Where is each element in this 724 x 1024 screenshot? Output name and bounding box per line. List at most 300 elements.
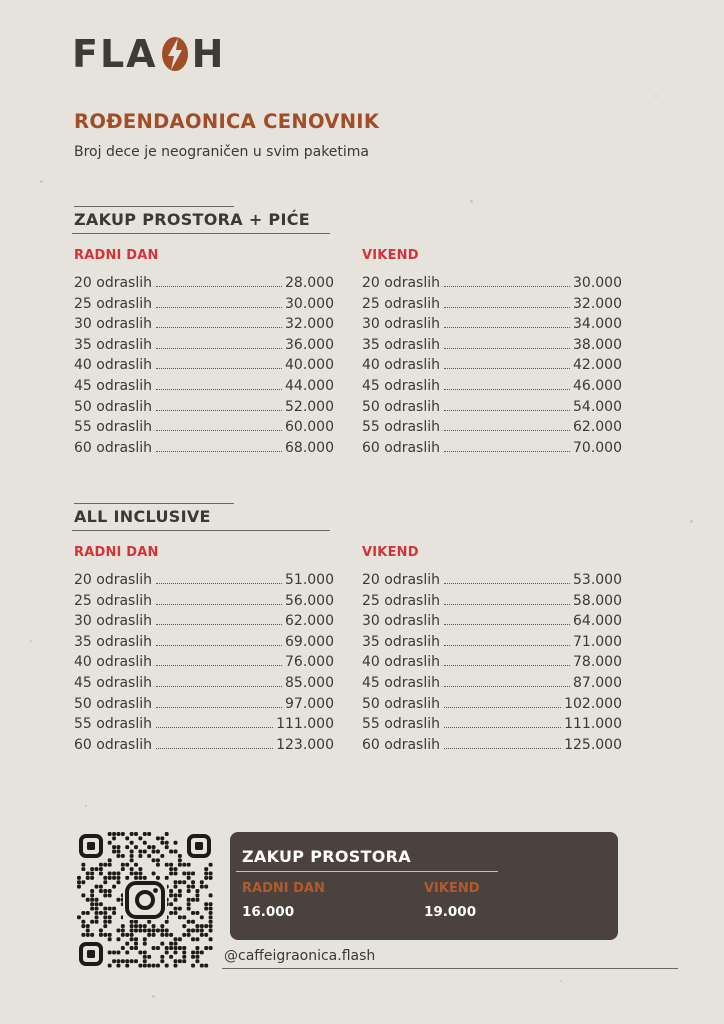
- row-price: 62.000: [285, 613, 334, 630]
- row-label: 35 odraslih: [74, 633, 152, 650]
- price-row: [362, 419, 622, 440]
- qr-module: [99, 885, 103, 889]
- qr-module: [108, 871, 112, 875]
- qr-module: [178, 863, 182, 867]
- qr-module: [108, 964, 112, 968]
- row-price: 52.000: [285, 398, 334, 415]
- qr-module: [187, 876, 191, 880]
- paper-speck: [30, 640, 32, 642]
- price-row: [362, 337, 622, 358]
- price-row: [74, 696, 334, 717]
- qr-module: [112, 832, 116, 836]
- qr-module: [81, 880, 85, 884]
- price-row: [362, 357, 622, 378]
- dot-leader: [444, 327, 570, 328]
- qr-module: [152, 871, 156, 875]
- dot-leader: [156, 286, 282, 287]
- qr-module: [195, 893, 199, 897]
- row-price: 36.000: [285, 336, 334, 353]
- instagram-qr-code[interactable]: [77, 832, 213, 968]
- dot-leader: [156, 748, 273, 749]
- qr-module: [103, 893, 107, 897]
- section-bottom-rule: [72, 233, 330, 234]
- price-row: [362, 572, 622, 593]
- qr-module: [187, 871, 191, 875]
- qr-module: [169, 893, 173, 897]
- qr-module: [90, 889, 94, 893]
- qr-module: [138, 924, 142, 928]
- qr-module: [138, 854, 142, 858]
- qr-module: [156, 836, 160, 840]
- qr-module: [204, 871, 208, 875]
- qr-module: [95, 911, 99, 915]
- price-row: [74, 675, 334, 696]
- qr-module: [108, 920, 112, 924]
- qr-module: [160, 836, 164, 840]
- space-rental-panel: [230, 832, 618, 940]
- row-price: 44.000: [285, 377, 334, 394]
- qr-module: [182, 955, 186, 959]
- row-label: 20 odraslih: [362, 275, 440, 291]
- qr-module: [152, 924, 156, 928]
- dot-leader: [444, 707, 561, 708]
- qr-module: [112, 876, 116, 880]
- qr-module: [116, 850, 120, 854]
- section-title: ZAKUP PROSTORA + PIĆE: [74, 210, 310, 229]
- qr-module: [147, 929, 151, 933]
- row-price: 111.000: [564, 716, 622, 733]
- dot-leader: [156, 707, 282, 708]
- qr-module: [134, 937, 138, 941]
- row-label: 50 odraslih: [74, 695, 152, 712]
- qr-module: [108, 915, 112, 919]
- qr-module: [81, 893, 85, 897]
- qr-module: [103, 889, 107, 893]
- qr-module: [116, 871, 120, 875]
- qr-module: [165, 950, 169, 954]
- qr-module: [143, 924, 147, 928]
- qr-module: [99, 929, 103, 933]
- qr-module: [156, 858, 160, 862]
- row-label: 20 odraslih: [362, 572, 440, 588]
- qr-module: [77, 915, 81, 919]
- qr-module: [134, 871, 138, 875]
- qr-module: [86, 871, 90, 875]
- qr-module: [204, 907, 208, 911]
- qr-module: [160, 841, 164, 845]
- qr-module: [209, 920, 213, 924]
- qr-module: [169, 942, 173, 946]
- qr-module: [130, 920, 134, 924]
- row-price: 42.000: [573, 357, 622, 374]
- row-price: 78.000: [573, 654, 622, 671]
- qr-module: [108, 937, 112, 941]
- logo-text-right: H: [191, 32, 226, 76]
- qr-module: [204, 924, 208, 928]
- qr-module: [195, 929, 199, 933]
- qr-module: [156, 964, 160, 968]
- row-price: 28.000: [285, 275, 334, 291]
- qr-module: [112, 871, 116, 875]
- qr-module: [191, 885, 195, 889]
- qr-module: [165, 933, 169, 937]
- qr-module: [195, 950, 199, 954]
- qr-module: [195, 889, 199, 893]
- qr-module: [156, 946, 160, 950]
- qr-module: [147, 964, 151, 968]
- qr-module: [81, 933, 85, 937]
- qr-module: [191, 898, 195, 902]
- row-price: 30.000: [285, 295, 334, 312]
- qr-module: [116, 950, 120, 954]
- qr-module: [138, 950, 142, 954]
- qr-module: [103, 924, 107, 928]
- qr-module: [174, 850, 178, 854]
- qr-module: [143, 950, 147, 954]
- qr-module: [174, 880, 178, 884]
- qr-module: [200, 924, 204, 928]
- row-label: 60 odraslih: [362, 736, 440, 753]
- column-heading: RADNI DAN: [74, 248, 159, 263]
- qr-module: [195, 955, 199, 959]
- row-price: 102.000: [564, 695, 622, 712]
- qr-module: [121, 924, 125, 928]
- dot-leader: [156, 686, 282, 687]
- qr-module: [130, 850, 134, 854]
- qr-module: [152, 858, 156, 862]
- qr-module: [77, 880, 81, 884]
- dot-leader: [444, 286, 570, 287]
- qr-module: [147, 854, 151, 858]
- qr-module: [138, 876, 142, 880]
- qr-module: [90, 893, 94, 897]
- dot-leader: [156, 604, 282, 605]
- qr-module: [116, 964, 120, 968]
- row-price: 58.000: [573, 592, 622, 609]
- qr-module: [174, 898, 178, 902]
- qr-module: [182, 871, 186, 875]
- qr-module: [143, 876, 147, 880]
- row-label: 40 odraslih: [74, 654, 152, 671]
- dot-leader: [444, 665, 570, 666]
- price-row: [362, 737, 622, 758]
- qr-module: [191, 937, 195, 941]
- qr-module: [143, 942, 147, 946]
- qr-module: [116, 845, 120, 849]
- qr-module: [81, 867, 85, 871]
- qr-module: [103, 911, 107, 915]
- row-price: 71.000: [573, 633, 622, 650]
- row-price: 85.000: [285, 674, 334, 691]
- qr-module: [125, 933, 129, 937]
- qr-module: [143, 929, 147, 933]
- qr-module: [130, 937, 134, 941]
- price-row: [74, 419, 334, 440]
- qr-module: [108, 832, 112, 836]
- paper-speck: [152, 995, 155, 998]
- qr-module: [130, 933, 134, 937]
- qr-module: [134, 876, 138, 880]
- row-price: 64.000: [573, 613, 622, 630]
- qr-module: [116, 898, 120, 902]
- dot-leader: [156, 624, 282, 625]
- qr-module: [160, 942, 164, 946]
- qr-module: [174, 871, 178, 875]
- qr-module: [116, 880, 120, 884]
- row-label: 40 odraslih: [362, 357, 440, 374]
- qr-module: [138, 871, 142, 875]
- qr-module: [174, 937, 178, 941]
- qr-module: [187, 863, 191, 867]
- row-label: 25 odraslih: [362, 295, 440, 312]
- dot-leader: [444, 410, 570, 411]
- qr-module: [81, 863, 85, 867]
- qr-module: [160, 929, 164, 933]
- qr-module: [138, 929, 142, 933]
- dot-leader: [444, 604, 570, 605]
- qr-module: [125, 836, 129, 840]
- price-row: [74, 275, 334, 296]
- price-row: [74, 337, 334, 358]
- page-subtitle: Broj dece je neograničen u svim paketima: [74, 144, 370, 160]
- qr-module: [182, 933, 186, 937]
- qr-module: [152, 845, 156, 849]
- qr-module: [191, 964, 195, 968]
- qr-module: [86, 924, 90, 928]
- qr-module: [138, 850, 142, 854]
- qr-module: [108, 893, 112, 897]
- qr-module: [200, 964, 204, 968]
- qr-module: [200, 915, 204, 919]
- qr-module: [81, 920, 85, 924]
- price-row: [362, 296, 622, 317]
- qr-module: [103, 876, 107, 880]
- qr-module: [209, 937, 213, 941]
- price-row: [74, 440, 334, 461]
- qr-module: [86, 911, 90, 915]
- dot-leader: [444, 307, 570, 308]
- qr-module: [90, 902, 94, 906]
- qr-module: [125, 942, 129, 946]
- dot-leader: [156, 665, 282, 666]
- qr-module: [116, 876, 120, 880]
- qr-module: [103, 863, 107, 867]
- qr-module: [99, 889, 103, 893]
- row-label: 30 odraslih: [74, 316, 152, 333]
- price-row: [362, 378, 622, 399]
- price-column-weekend: [362, 248, 622, 460]
- qr-module: [156, 863, 160, 867]
- qr-module: [182, 915, 186, 919]
- qr-module: [130, 867, 134, 871]
- qr-module: [143, 955, 147, 959]
- qr-module: [182, 959, 186, 963]
- qr-module: [204, 964, 208, 968]
- qr-module: [204, 876, 208, 880]
- qr-module: [108, 933, 112, 937]
- qr-module: [191, 929, 195, 933]
- qr-module: [187, 920, 191, 924]
- qr-module: [125, 845, 129, 849]
- qr-module: [86, 929, 90, 933]
- row-price: 125.000: [564, 736, 622, 753]
- price-column-weekday: [74, 248, 334, 460]
- qr-module: [125, 950, 129, 954]
- row-price: 32.000: [573, 295, 622, 312]
- qr-module: [209, 924, 213, 928]
- qr-module: [187, 929, 191, 933]
- paper-speck: [655, 95, 657, 97]
- dot-leader: [156, 430, 282, 431]
- qr-module: [130, 832, 134, 836]
- instagram-handle[interactable]: @caffeigraonica.flash: [224, 948, 376, 964]
- row-price: 123.000: [276, 736, 334, 753]
- price-row: [362, 675, 622, 696]
- qr-module: [116, 937, 120, 941]
- row-label: 60 odraslih: [74, 439, 152, 456]
- handle-rule: [222, 968, 678, 969]
- qr-module: [112, 845, 116, 849]
- row-label: 55 odraslih: [74, 419, 152, 436]
- price-row: [362, 316, 622, 337]
- qr-module: [209, 915, 213, 919]
- price-column-weekend: [362, 545, 622, 757]
- qr-module: [103, 933, 107, 937]
- qr-module: [209, 946, 213, 950]
- qr-module: [178, 959, 182, 963]
- price-row: [74, 613, 334, 634]
- qr-module: [204, 933, 208, 937]
- row-label: 45 odraslih: [362, 377, 440, 394]
- qr-module: [165, 832, 169, 836]
- price-row: [362, 696, 622, 717]
- qr-module: [178, 854, 182, 858]
- qr-module: [134, 832, 138, 836]
- price-row: [362, 399, 622, 420]
- qr-module: [130, 841, 134, 845]
- row-price: 32.000: [285, 316, 334, 333]
- row-price: 62.000: [573, 419, 622, 436]
- panel-title: ZAKUP PROSTORA: [242, 847, 411, 866]
- row-price: 40.000: [285, 357, 334, 374]
- row-price: 56.000: [285, 592, 334, 609]
- qr-module: [147, 832, 151, 836]
- qr-module: [204, 902, 208, 906]
- qr-module: [108, 889, 112, 893]
- qr-module: [143, 850, 147, 854]
- qr-module: [130, 929, 134, 933]
- price-row: [362, 275, 622, 296]
- row-label: 50 odraslih: [74, 398, 152, 415]
- qr-module: [125, 863, 129, 867]
- qr-module: [77, 876, 81, 880]
- qr-module: [77, 885, 81, 889]
- qr-module: [169, 863, 173, 867]
- row-label: 60 odraslih: [74, 736, 152, 753]
- dot-leader: [444, 686, 570, 687]
- dot-leader: [444, 748, 561, 749]
- qr-module: [134, 959, 138, 963]
- row-label: 45 odraslih: [74, 674, 152, 691]
- row-price: 34.000: [573, 316, 622, 333]
- qr-module: [174, 907, 178, 911]
- qr-module: [182, 946, 186, 950]
- row-label: 20 odraslih: [74, 572, 152, 588]
- qr-module: [121, 867, 125, 871]
- qr-module: [152, 933, 156, 937]
- qr-module: [143, 832, 147, 836]
- row-label: 30 odraslih: [362, 316, 440, 333]
- qr-module: [130, 959, 134, 963]
- section-title: ALL INCLUSIVE: [74, 507, 211, 526]
- price-row: [74, 593, 334, 614]
- qr-module: [143, 964, 147, 968]
- qr-module: [169, 889, 173, 893]
- qr-module: [209, 929, 213, 933]
- qr-module: [81, 911, 85, 915]
- qr-module: [156, 876, 160, 880]
- price-row: [362, 593, 622, 614]
- qr-module: [108, 950, 112, 954]
- section-all-inclusive: [72, 503, 632, 753]
- qr-module: [90, 867, 94, 871]
- paper-speck: [690, 520, 693, 523]
- qr-module: [178, 893, 182, 897]
- page-title: ROĐENDAONICA CENOVNIK: [74, 110, 380, 133]
- panel-weekend-label: VIKEND: [424, 881, 480, 896]
- qr-module: [169, 850, 173, 854]
- qr-module: [147, 933, 151, 937]
- qr-module: [160, 924, 164, 928]
- qr-module: [138, 867, 142, 871]
- row-price: 30.000: [573, 275, 622, 291]
- qr-module: [209, 907, 213, 911]
- qr-module: [138, 964, 142, 968]
- qr-module: [147, 955, 151, 959]
- qr-module: [165, 964, 169, 968]
- qr-module: [134, 863, 138, 867]
- qr-module: [95, 867, 99, 871]
- qr-module: [130, 924, 134, 928]
- qr-module: [143, 937, 147, 941]
- row-price: 97.000: [285, 695, 334, 712]
- qr-module: [90, 871, 94, 875]
- qr-module: [178, 889, 182, 893]
- qr-module: [112, 907, 116, 911]
- section-space-rental-drinks: [72, 206, 632, 456]
- qr-module: [165, 876, 169, 880]
- qr-module: [108, 863, 112, 867]
- qr-module: [152, 929, 156, 933]
- qr-module: [182, 924, 186, 928]
- qr-module: [130, 871, 134, 875]
- qr-module: [108, 876, 112, 880]
- qr-module: [130, 858, 134, 862]
- qr-module: [121, 933, 125, 937]
- qr-module: [86, 898, 90, 902]
- row-label: 25 odraslih: [74, 295, 152, 312]
- qr-module: [169, 933, 173, 937]
- price-row: [74, 399, 334, 420]
- qr-module: [95, 898, 99, 902]
- qr-module: [209, 911, 213, 915]
- qr-module: [99, 871, 103, 875]
- qr-module: [169, 867, 173, 871]
- qr-module: [112, 911, 116, 915]
- row-label: 30 odraslih: [74, 613, 152, 630]
- qr-module: [160, 955, 164, 959]
- qr-module: [86, 876, 90, 880]
